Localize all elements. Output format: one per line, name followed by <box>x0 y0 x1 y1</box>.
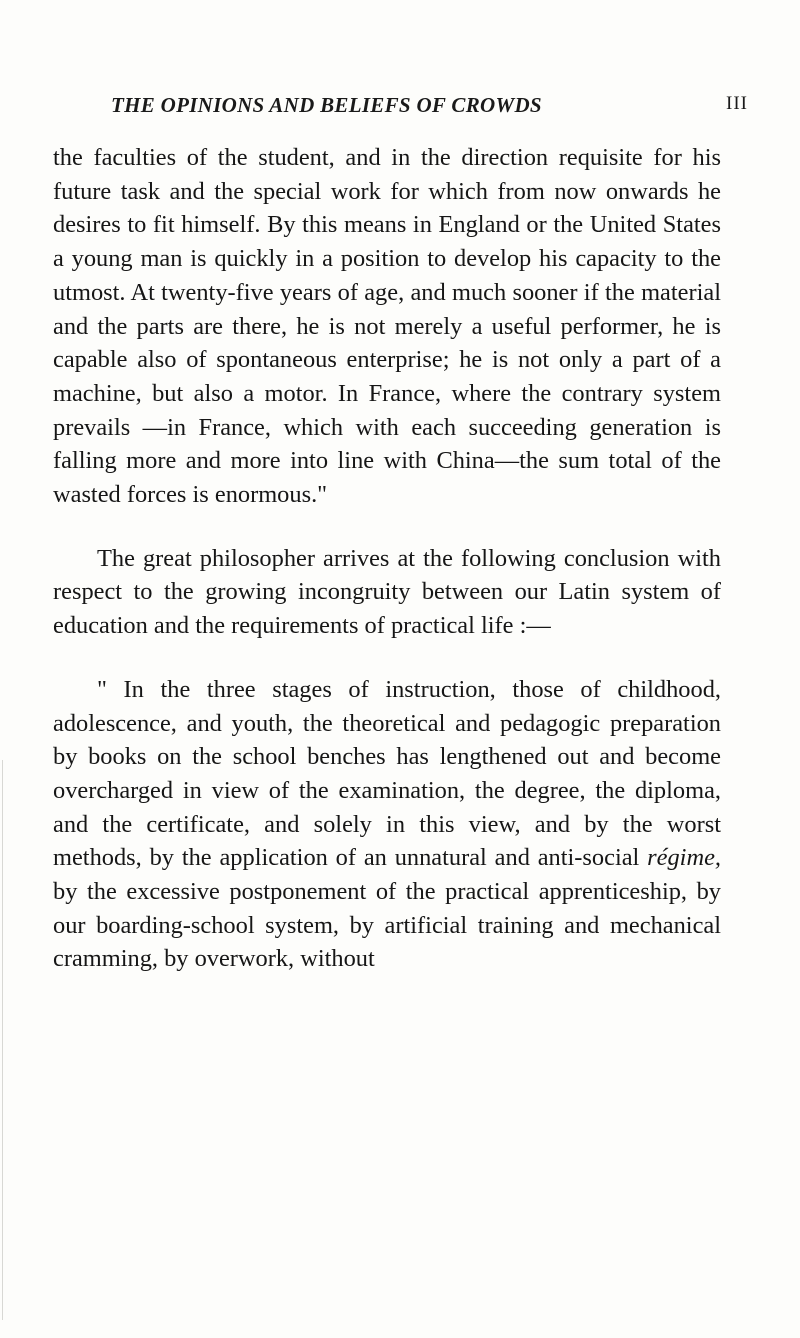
paragraph-quotation <box>53 673 721 976</box>
running-head <box>0 93 760 123</box>
paragraph-conclusion: The great philosopher arrives at the following conclusion with respect to the growing incongruity between our Latin system of education and the requirements of practical life :— <box>53 544 721 640</box>
emphasis-regime: régime, <box>647 844 721 872</box>
page-number: III <box>726 93 748 114</box>
paragraph-continuation: the faculties of the student, and in the direction requisite for his future task and the special work for which from now onwards he desires to fit himself. By this means in England or the United States a young man is quickly in a position to develop his capacity to the utmost. At twenty-five years of age, and much sooner if the material and the parts are there, he is not merely a useful performer, he is capable also of spontaneous enterprise; he is not only a part of a machine, but also a motor. In France, where the contrary system prevails —in France, which with each succeeding generation is falling more and more into line with China—the sum total of the wasted forces is enormous." <box>53 144 721 509</box>
body-text <box>53 141 721 976</box>
page-gutter-shadow <box>2 760 3 1320</box>
quotation-text-end: by the excessive postponement of the practical apprenticeship, by our boarding-school system, by artificial training and mechanical cramming, by overwork, without <box>53 878 721 973</box>
running-title: THE OPINIONS AND BELIEFS OF CROWDS <box>111 93 542 117</box>
quotation-text-start: " In the three stages of instruction, those of childhood, adolescence, and youth, the theoretical and pedagogic preparation by books on the school benches has lengthened out and become overcharged in view of the examination, the degree, the diploma, and the certificate, and solely in this view, and by the worst methods, by the application of an unnatural and anti-social <box>53 675 721 872</box>
